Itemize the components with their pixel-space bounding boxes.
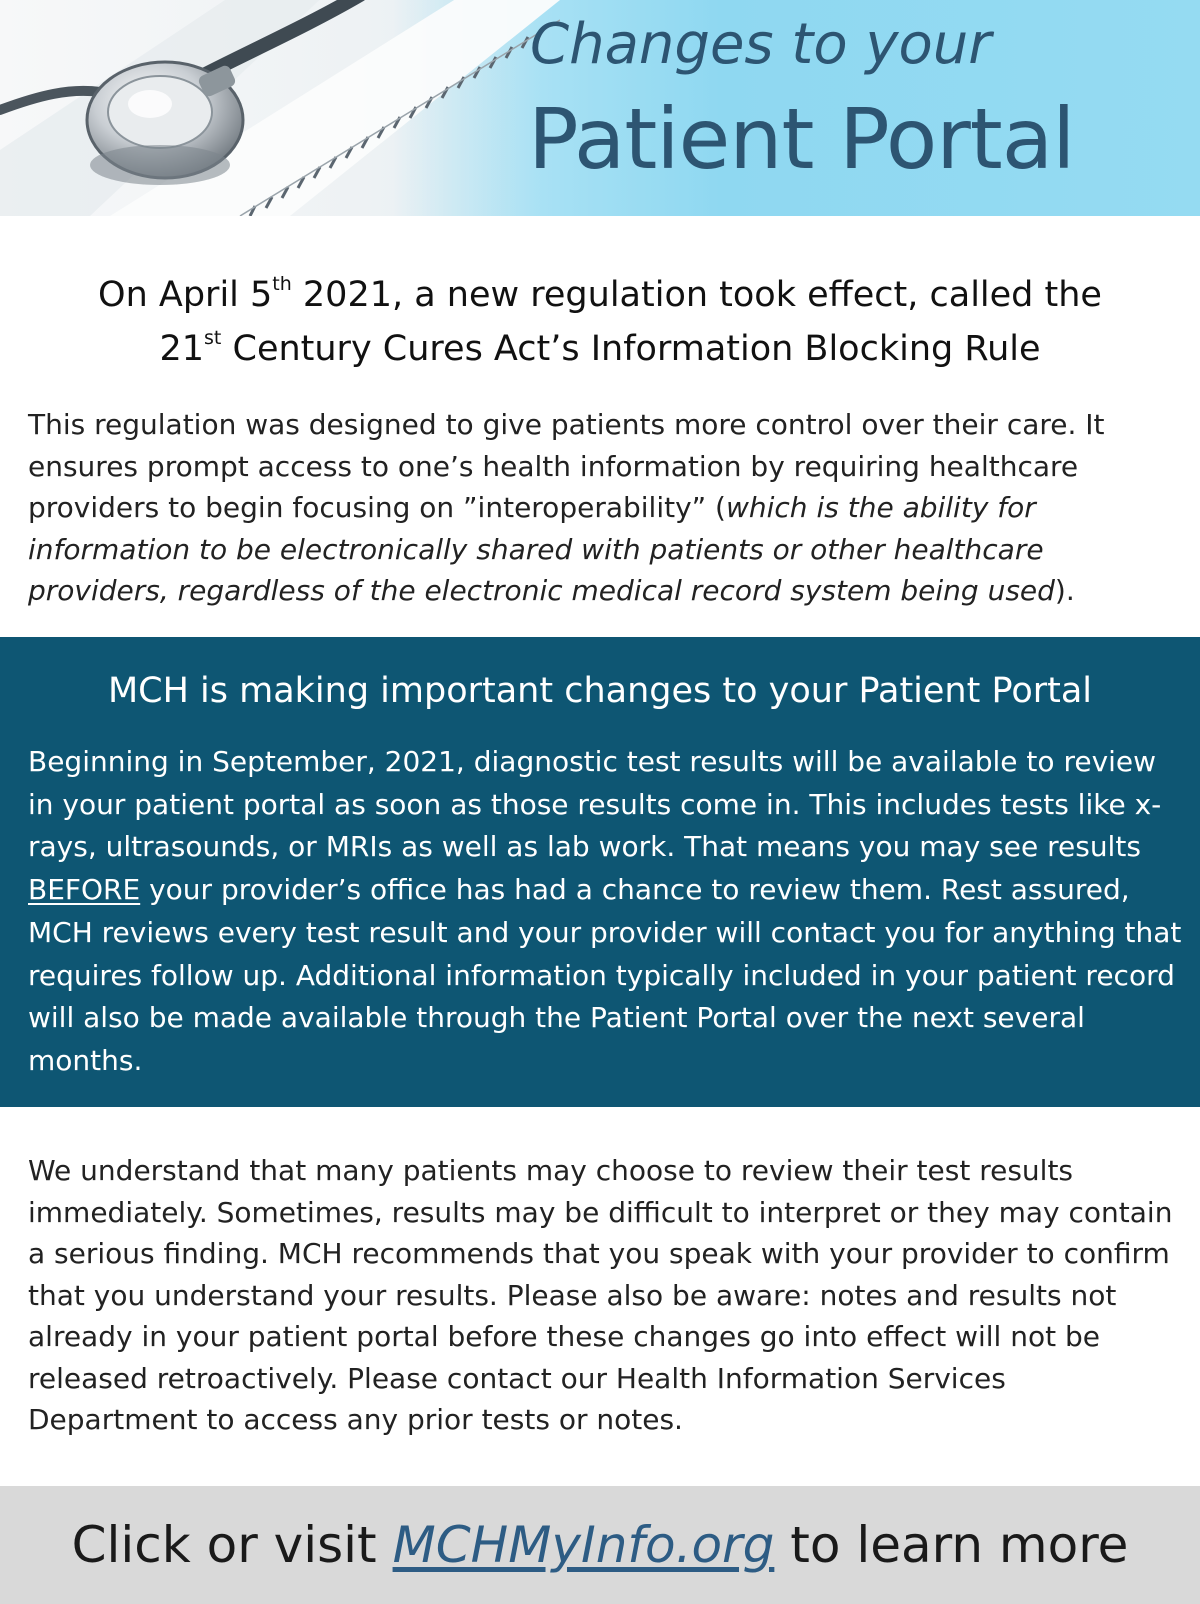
regulation-description [28,404,1178,612]
header-banner [0,0,1200,216]
footer-prefix: Click or visit [71,1516,393,1574]
heading-line1-text: On April 5 [98,275,273,315]
regulation-heading-line2 [0,322,1200,376]
regulation-heading-line1 [0,268,1200,322]
portal-changes-text-part2: your provider’s office has had a chance to review them. Rest assured, MCH reviews every test result and your provider will contact you for anything that requires follow up. Additional information typically included in your patient record will also be made available through the Patient Portal over the next several months. [28,873,1182,1077]
stethoscope-notebook-photo [0,0,560,216]
footer-bar [0,1486,1200,1604]
before-emphasis: BEFORE [28,873,141,907]
interoperability-definition: which is the ability for information to be electronically shared with patients or other healthcare providers, regardless of the electronic medical record system being used [28,491,1055,607]
heading-line2-rest: Century Cures Act’s Information Blocking Rule [221,329,1041,369]
portal-changes-text-part1: Beginning in September, 2021, diagnostic test results will be available to review in your patient portal as soon as those results come in. This includes tests like x-rays, ultrasounds, or MRIs as well as lab work. That means you may see results [28,745,1162,864]
portal-changes-text [28,741,1188,1083]
heading-line2-superscript: st [204,327,222,349]
banner-title-line1: Changes to your [530,12,992,77]
banner-title-line2: Patient Portal [528,90,1075,188]
regulation-heading [0,268,1200,376]
portal-changes-heading: MCH is making important changes to your Patient Portal [107,671,1093,711]
mchmyinfo-link[interactable]: MCHMyInfo.org [392,1516,775,1574]
heading-line1-superscript: th [272,273,292,295]
regulation-description-end: ). [1054,574,1075,607]
footer-call-to-action [0,1510,1200,1580]
regulation-description-text: This regulation was designed to give patients more control over their care. It ensures prompt access to one’s health information by requiring healthcare providers to begin focusing on ”interoperability” ( [28,408,1105,524]
footer-suffix: to learn more [774,1516,1129,1574]
portal-changes-section [0,637,1200,1107]
heading-line1-rest: 2021, a new regulation took effect, called the [291,275,1102,315]
results-guidance-text: We understand that many patients may choose to review their test results immediately. Sometimes, results may be difficult to interpret or they may contain a serious finding. MCH recommends that you speak with your provider to confirm that you understand your results. Please also be aware: notes and results not already in your patient portal before these changes go into effect will not be released retroactively. Please contact our Health Information Services Department to access any prior tests or notes. [28,1154,1173,1436]
heading-line2-text: 21 [159,329,205,369]
